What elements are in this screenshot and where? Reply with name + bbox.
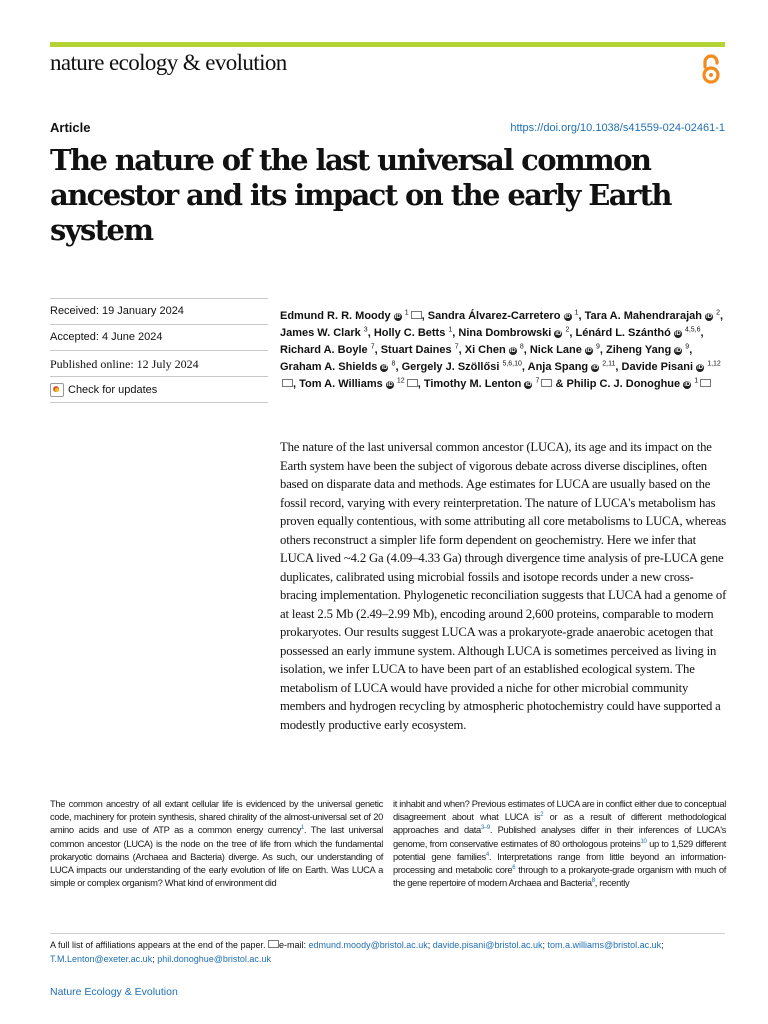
orcid-icon[interactable]: iD bbox=[706, 314, 713, 320]
body-text: The common ancestry of all extant cellular life is evidenced by the universal genetic code, machinery for protein synthesis, shared chirality of the almost-universal set of 20 amino acids and use of ATP as a common energy currency bbox=[50, 798, 383, 836]
check-updates-button[interactable] bbox=[50, 383, 268, 397]
author[interactable] bbox=[566, 378, 711, 390]
orcid-icon[interactable]: iD bbox=[697, 365, 704, 371]
body-column-right bbox=[393, 797, 726, 889]
affiliation-number: 1,12 bbox=[707, 360, 721, 368]
footer-journal-name: Nature Ecology & Evolution bbox=[50, 986, 178, 998]
footnote-prefix: A full list of affiliations appears at the end of the paper. bbox=[50, 940, 266, 950]
author[interactable] bbox=[528, 361, 616, 373]
author-name: Anja Spang bbox=[527, 361, 589, 373]
published-date: Published online: 12 July 2024 bbox=[50, 350, 268, 376]
author[interactable] bbox=[374, 327, 452, 339]
email-icon[interactable] bbox=[541, 379, 552, 387]
affiliation-number: 2 bbox=[565, 326, 570, 334]
affiliation-number: 1 bbox=[448, 326, 453, 334]
orcid-icon[interactable]: iD bbox=[674, 331, 681, 337]
affiliation-number: 7 bbox=[370, 343, 375, 351]
citation-ref[interactable]: 3–9 bbox=[480, 825, 490, 832]
check-updates-row bbox=[50, 376, 268, 403]
doi-link[interactable]: https://doi.org/10.1038/s41559-024-02461-1 bbox=[510, 122, 725, 134]
orcid-icon[interactable]: iD bbox=[592, 365, 599, 371]
body-text: , recently bbox=[594, 877, 630, 889]
crossmark-icon bbox=[50, 383, 64, 397]
author-name: Richard A. Boyle bbox=[280, 344, 368, 356]
body-text: up to 1,529 different potential gene families bbox=[393, 837, 727, 862]
affiliation-number: 1 bbox=[694, 377, 699, 385]
author-name: Lénárd L. Szánthó bbox=[575, 327, 671, 339]
check-updates-label: Check for updates bbox=[68, 384, 158, 396]
author[interactable] bbox=[606, 344, 689, 356]
body-text: it inhabit and when? Previous estimates of LUCA are in conflict either due to conceptual disagreement about what LUCA is bbox=[393, 798, 726, 823]
email-link[interactable]: T.M.Lenton@exeter.ac.uk bbox=[50, 954, 153, 964]
author[interactable] bbox=[585, 310, 720, 322]
orcid-icon[interactable]: iD bbox=[386, 382, 393, 388]
author[interactable] bbox=[424, 378, 553, 390]
accepted-date: Accepted: 4 June 2024 bbox=[50, 324, 268, 350]
author-name: Sandra Álvarez-Carretero bbox=[427, 310, 561, 322]
citation-ref[interactable]: 6 bbox=[512, 864, 516, 871]
author[interactable] bbox=[280, 344, 375, 356]
author-name: Stuart Daines bbox=[380, 344, 452, 356]
affiliation-number: 2 bbox=[716, 309, 720, 317]
author-name: Xi Chen bbox=[464, 344, 506, 356]
author[interactable] bbox=[428, 310, 579, 322]
author[interactable] bbox=[280, 327, 368, 339]
body-text: . Interpretations range from little beyond an information-processing and metabolic core bbox=[393, 850, 726, 876]
affiliation-number: 8 bbox=[519, 343, 524, 351]
author[interactable] bbox=[280, 310, 422, 322]
affiliation-number: 4,5,6 bbox=[684, 326, 701, 334]
author-name: Davide Pisani bbox=[621, 361, 694, 373]
open-access-icon bbox=[699, 52, 723, 86]
affiliation-number: 5,6,10 bbox=[502, 360, 522, 368]
body-text: . The last universal common ancestor (LUCA) is the node on the tree of life from which the fundamental prokaryotic domains (Archaea and Bacteria) diverge. As such, our understanding of LUCA impacts our understanding of the early evolution of life on Earth. Was LUCA a simple or complex organism? What kind of environment did bbox=[50, 824, 384, 889]
body-column-left bbox=[50, 797, 383, 889]
received-date: Received: 19 January 2024 bbox=[50, 298, 268, 324]
orcid-icon[interactable]: iD bbox=[564, 314, 571, 320]
author-name: Nick Lane bbox=[529, 344, 582, 356]
author-list: Edmund R. R. Moody iD $^1$ , Sandra Álvarez-Carretero iD $^1$, Tara A. Mahendrarajah iD $^2$, James W. Clark $^3$, Holly C. Betts $^1$, Nina Dombrowski iD $^2$, Lénárd L. Szánthó iD $^{4,5,6}$, Richard A. Boyle $^7$, Stuart Daines $^7$, Xi Chen iD $^8$, Nick Lane iD $^9$, Ziheng Yang iD $^9$, Graham A. Shields iD $^8$, Gergely J. Szöllősi $^{5,6,10}$, Anja Spang iD $^{2,11}$, Davide Pisani iD $^{1,12}$, Tom A. Williams iD $^{12}$ , Timothy M. Lenton iD $^7$ & Philip C. J. Donoghue iD $^1$ bbox=[280, 309, 724, 390]
email-icon[interactable] bbox=[700, 379, 711, 387]
author[interactable] bbox=[575, 327, 700, 339]
author[interactable] bbox=[465, 344, 524, 356]
author[interactable] bbox=[381, 344, 459, 356]
citation-ref[interactable]: 2 bbox=[540, 812, 544, 819]
orcid-icon[interactable]: iD bbox=[381, 365, 388, 371]
author-name: James W. Clark bbox=[280, 327, 361, 339]
orcid-icon[interactable]: iD bbox=[684, 382, 691, 388]
citation-ref[interactable]: 8 bbox=[591, 878, 595, 885]
author-name: Edmund R. R. Moody bbox=[280, 310, 391, 322]
orcid-icon[interactable]: iD bbox=[394, 314, 401, 320]
email-icon[interactable] bbox=[411, 311, 422, 319]
article-type-label: Article bbox=[50, 120, 91, 135]
affiliation-number: 8 bbox=[391, 360, 396, 368]
body-text: or as a result of different methodological approaches and data bbox=[393, 811, 726, 836]
email-link[interactable]: davide.pisani@bristol.ac.uk bbox=[432, 940, 543, 950]
author-name: Philip C. J. Donoghue bbox=[566, 378, 681, 390]
affiliation-number: 9 bbox=[595, 343, 600, 351]
orcid-icon[interactable]: iD bbox=[509, 348, 516, 354]
footnote-divider bbox=[50, 933, 725, 934]
citation-ref[interactable]: 1 bbox=[300, 825, 304, 832]
journal-name: nature ecology & evolution bbox=[50, 50, 287, 75]
article-title: The nature of the last universal common ancestor and its impact on the early Earth system bbox=[50, 143, 671, 247]
author-name: Timothy M. Lenton bbox=[423, 378, 522, 390]
affiliations-footnote bbox=[50, 938, 730, 966]
affiliation-number: 3 bbox=[363, 326, 368, 334]
affiliation-number: 1 bbox=[404, 309, 409, 317]
publication-dates bbox=[50, 298, 268, 403]
citation-ref[interactable]: 10 bbox=[640, 838, 647, 845]
email-icon[interactable] bbox=[407, 379, 418, 387]
author-name: Ziheng Yang bbox=[605, 344, 672, 356]
author[interactable] bbox=[402, 361, 522, 373]
author-name: Gergely J. Szöllősi bbox=[401, 361, 500, 373]
orcid-icon[interactable]: iD bbox=[675, 348, 682, 354]
email-link[interactable]: phil.donoghue@bristol.ac.uk bbox=[157, 954, 271, 964]
author-name: Tom A. Williams bbox=[299, 378, 383, 390]
body-text: through to a prokaryote-grade organism with much of the gene repertoire of modern Archaea and Bacteria bbox=[393, 864, 726, 889]
affiliation-number: 12 bbox=[396, 377, 405, 385]
affiliation-number: 1 bbox=[574, 309, 579, 317]
affiliation-number: 9 bbox=[685, 343, 690, 351]
affiliation-number: 7 bbox=[454, 343, 459, 351]
author-name: Tara A. Mahendrarajah bbox=[584, 310, 702, 322]
author[interactable] bbox=[530, 344, 600, 356]
affiliation-number: 7 bbox=[535, 377, 540, 385]
email-link[interactable]: tom.a.williams@bristol.ac.uk bbox=[547, 940, 662, 950]
author-name: Nina Dombrowski bbox=[458, 327, 552, 339]
email-label: e-mail: bbox=[279, 940, 307, 950]
email-icon bbox=[268, 940, 279, 948]
body-text: . Published analyses differ in their inferences of LUCA's genome, from conservative estimates of 80 orthologous proteins bbox=[393, 824, 726, 849]
email-list: edmund.moody@bristol.ac.uk; davide.pisani@bristol.ac.uk; tom.a.williams@bristol.ac.uk; T.M.Lenton@exeter.ac.uk; phil.donoghue@bristol.ac.uk bbox=[50, 940, 664, 964]
affiliation-number: 2,11 bbox=[602, 360, 616, 368]
abstract: The nature of the last universal common ancestor (LUCA), its age and its impact on the Earth system have been the subject of vigorous debate across diverse disciplines, often based on disparate data and methods. Age estimates for LUCA are usually based on the fossil record, varying with every reinterpretation. The nature of LUCA's metabolism has proven equally contentious, with some attributing all core metabolisms to LUCA, whereas others reconstruct a simpler life form dependent on geochemistry. Here we infer that LUCA lived ~4.2 Ga (4.09–4.33 Ga) through divergence time analysis of pre-LUCA gene duplicates, calibrated using microbial fossils and isotope records under a new cross-bracing implementation. Phylogenetic reconciliation suggests that LUCA had a genome of at least 2.5 Mb (2.49–2.99 Mb), encoding around 2,600 proteins, comparable to modern prokaryotes. Our results suggest LUCA was a prokaryote-grade anaerobic acetogen that possessed an early immune system. Although LUCA is sometimes perceived as living in isolation, we infer LUCA to have been part of an established ecological system. The metabolism of LUCA would have provided a niche for other microbial community members and hydrogen recycling by atmospheric photochemistry could have supported a modestly productive early ecosystem. bbox=[280, 440, 727, 732]
email-link[interactable]: edmund.moody@bristol.ac.uk bbox=[308, 940, 428, 950]
orcid-icon[interactable]: iD bbox=[525, 382, 532, 388]
journal-accent-bar bbox=[50, 42, 725, 47]
citation-ref[interactable]: 4 bbox=[485, 851, 489, 858]
orcid-icon[interactable]: iD bbox=[555, 331, 562, 337]
email-icon[interactable] bbox=[282, 379, 293, 387]
author[interactable] bbox=[280, 361, 395, 373]
author-name: Graham A. Shields bbox=[280, 361, 378, 373]
orcid-icon[interactable]: iD bbox=[585, 348, 592, 354]
author[interactable] bbox=[458, 327, 569, 339]
author-name: Holly C. Betts bbox=[373, 327, 446, 339]
author[interactable] bbox=[299, 378, 418, 390]
